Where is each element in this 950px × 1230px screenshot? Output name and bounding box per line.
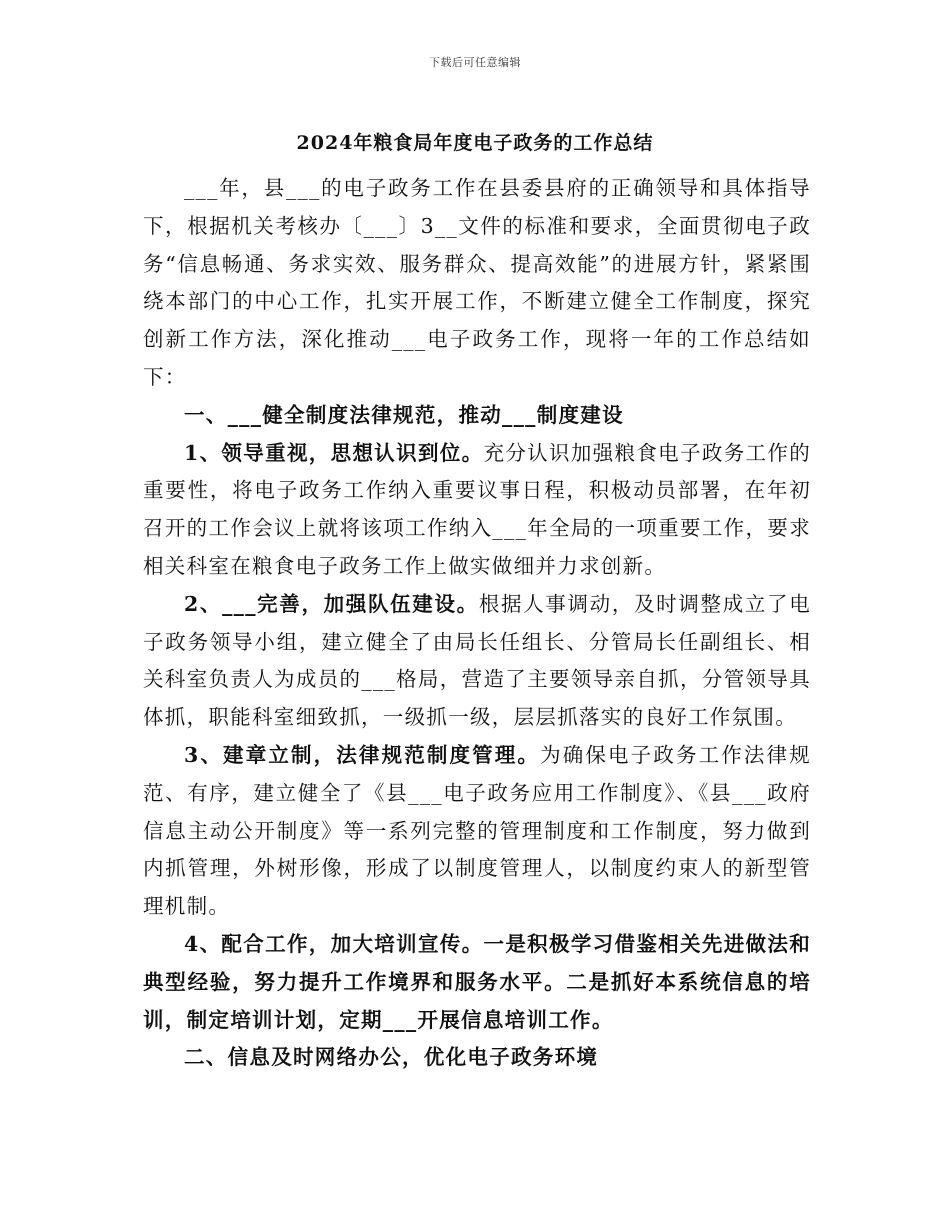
section-2-heading: 二、信息及时网络办公，优化电子政务环境 xyxy=(184,1045,599,1070)
item-text: 一是积极学习借鉴相关先进做法和典型经验，努力提升工作境界和服务水平。二是抓好本系统信息的培训，制定培训计划，定期___开展信息培训工作。 xyxy=(143,931,811,1032)
item-lead: 2、___完善，加强队伍建设。 xyxy=(184,591,479,616)
section-1-item-4 xyxy=(143,926,811,1039)
item-text: 根据人事调动，及时调整成立了电子政务领导小组，建立健全了由局长任组长、分管局长任副组长、相关科室负责人为成员的___格局，营造了主要领导亲自抓，分管领导具体抓，职能科室细致抓，一级抓一级，层层抓落实的良好工作氛围。 xyxy=(143,591,812,730)
document-title: 2024年粮食局年度电子政务的工作总结 xyxy=(296,132,654,154)
section-1-item-1 xyxy=(143,435,811,586)
document-body xyxy=(143,170,811,1077)
intro-paragraph: ___年，县___的电子政务工作在县委县府的正确领导和具体指导下，根据机关考核办〔___〕3__文件的标准和要求，全面贯彻电子政务“信息畅通、务求实效、服务群众、提高效能”的进展方针，紧紧围绕本部门的中心工作，扎实开展工作，不断建立健全工作制度，探究创新工作方法，深化推动___电子政务工作，现将一年的工作总结如下： xyxy=(143,176,811,389)
item-lead: 1、领导重视，思想认识到位。 xyxy=(184,440,484,465)
section-1-heading: 一、___健全制度法律规范，推动___制度建设 xyxy=(184,402,624,427)
item-lead: 4、配合工作，加大培训宣传。 xyxy=(184,931,484,956)
item-text: 充分认识加强粮食电子政务工作的重要性，将电子政务工作纳入重要议事日程，积极动员部署，在年初召开的工作会议上就将该项工作纳入___年全局的一项重要工作，要求相关科室在粮食电子政务工作上做实做细并力求创新。 xyxy=(143,440,811,578)
item-text: 为确保电子政务工作法律规范、有序，建立健全了《县___电子政务应用工作制度》、《县___政府信息主动公开制度》等一系列完整的管理制度和工作制度，努力做到内抓管理，外树形像，形成了以制度管理人，以制度约束人的新型管理机制。 xyxy=(143,742,811,919)
section-1-item-3 xyxy=(143,737,811,926)
item-lead: 3、建章立制，法律规范制度管理。 xyxy=(184,742,541,767)
header-note: 下载后可任意编辑 xyxy=(429,56,521,69)
section-1-item-2 xyxy=(143,586,811,737)
